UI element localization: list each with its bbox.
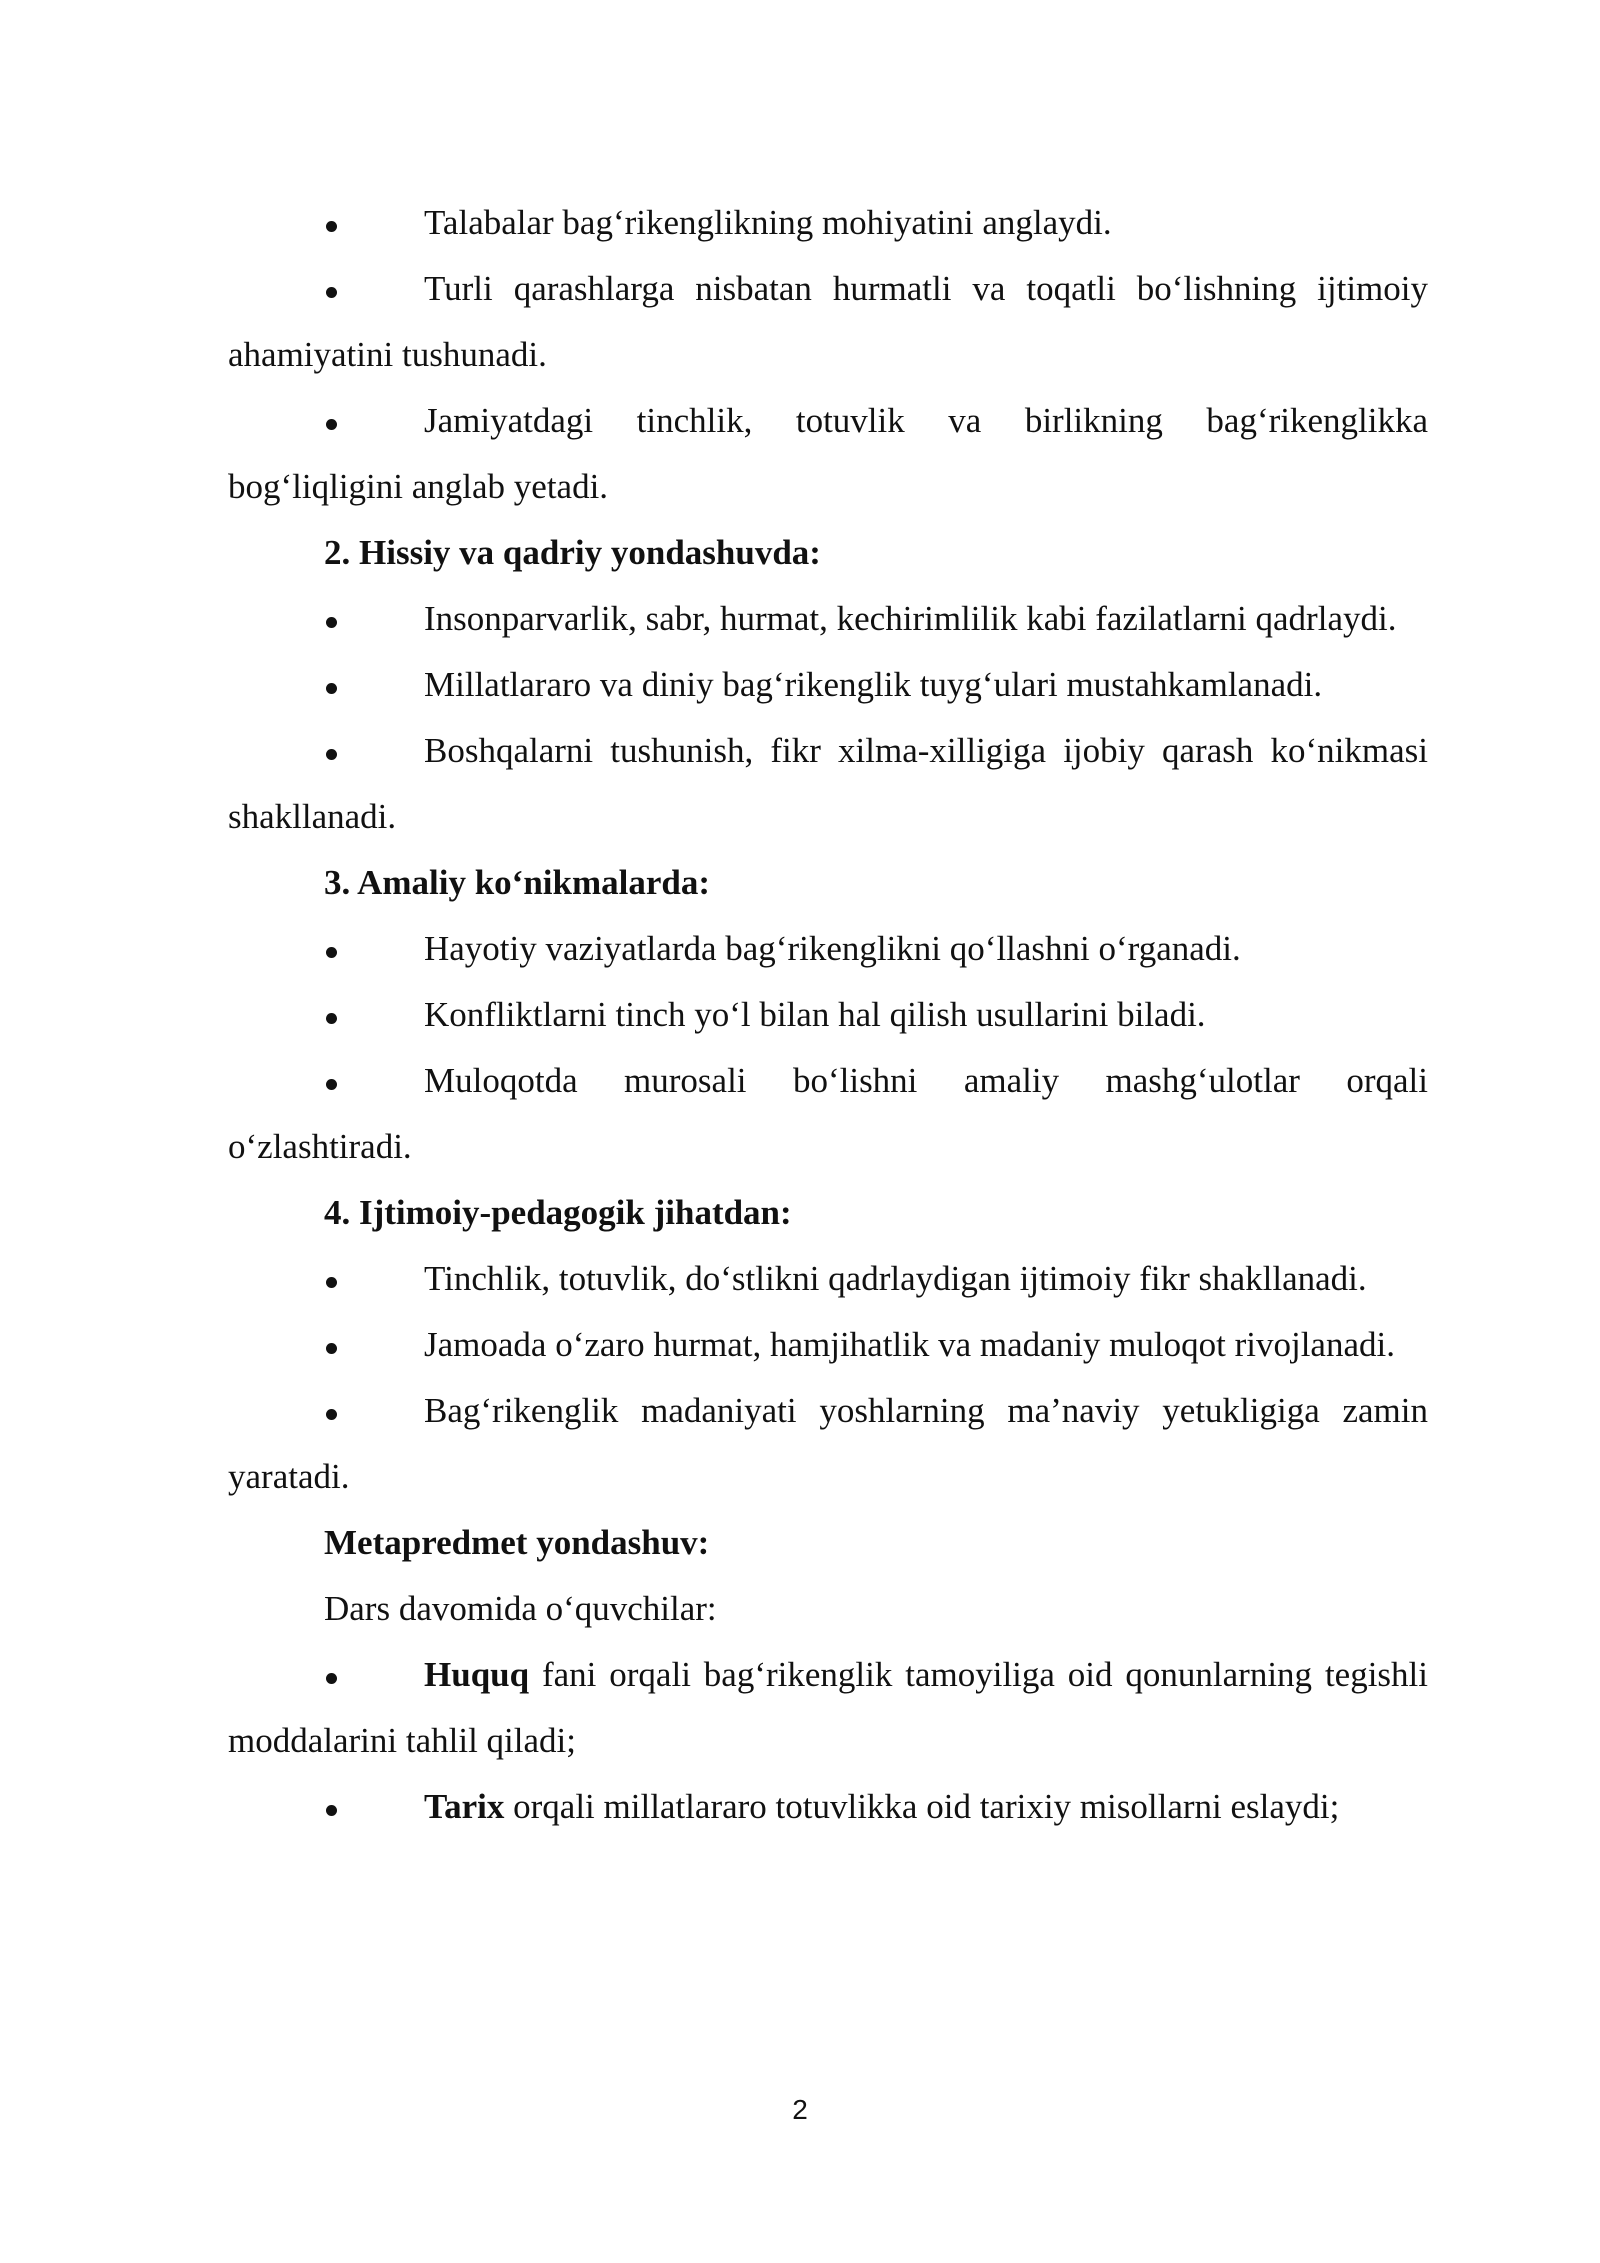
bullet-item xyxy=(228,1642,1428,1774)
bullet-item xyxy=(228,916,1428,982)
bullet-text: Jamiyatdagi tinchlik, totuvlik va birlikning bag‘rikenglikka bog‘liqligini anglab yetadi. xyxy=(228,401,1428,506)
bullet-icon xyxy=(326,1409,337,1420)
bullet-text: Jamoada o‘zaro hurmat, hamjihatlik va madaniy muloqot rivojlanadi. xyxy=(424,1325,1395,1364)
bullet-text: Boshqalarni tushunish, fikr xilma-xilligiga ijobiy qarash ko‘nikmasi shakllanadi. xyxy=(228,731,1428,836)
bullet-item xyxy=(228,388,1428,520)
bullet-item xyxy=(228,586,1428,652)
bullet-item xyxy=(228,982,1428,1048)
bullet-icon xyxy=(326,1079,337,1090)
bullet-text: Tinchlik, totuvlik, do‘stlikni qadrlaydigan ijtimoiy fikr shakllanadi. xyxy=(424,1259,1367,1298)
bullet-icon xyxy=(326,749,337,760)
paragraph: Dars davomida o‘quvchilar: xyxy=(324,1589,717,1628)
bullet-icon xyxy=(326,1277,337,1288)
bullet-item xyxy=(228,256,1428,388)
bullet-icon xyxy=(326,221,337,232)
bullet-icon xyxy=(326,683,337,694)
bullet-item xyxy=(228,1246,1428,1312)
bullet-item xyxy=(228,1774,1428,1840)
bullet-icon xyxy=(326,617,337,628)
bullet-text: Turli qarashlarga nisbatan hurmatli va toqatli bo‘lishning ijtimoiy ahamiyatini tushunadi. xyxy=(228,269,1428,374)
bullet-text: orqali millatlararo totuvlikka oid tarixiy misollarni eslaydi; xyxy=(504,1787,1340,1826)
bullet-icon xyxy=(326,287,337,298)
bullet-item xyxy=(228,652,1428,718)
page-number: 2 xyxy=(792,2094,808,2125)
section-heading: 2. Hissiy va qadriy yondashuvda: xyxy=(324,533,821,572)
bullet-icon xyxy=(326,1805,337,1816)
bullet-icon xyxy=(326,419,337,430)
section-heading: 4. Ijtimoiy-pedagogik jihatdan: xyxy=(324,1193,792,1232)
bullet-item xyxy=(228,190,1428,256)
bullet-text: Konfliktlarni tinch yo‘l bilan hal qilish usullarini biladi. xyxy=(424,995,1206,1034)
subject-name: Tarix xyxy=(424,1787,505,1826)
bullet-text: Muloqotda murosali bo‘lishni amaliy mashg‘ulotlar orqali o‘zlashtiradi. xyxy=(228,1061,1428,1166)
section-heading: 3. Amaliy ko‘nikmalarda: xyxy=(324,863,711,902)
document-page xyxy=(228,190,1428,1840)
bullet-text: Insonparvarlik, sabr, hurmat, kechirimlilik kabi fazilatlarni qadrlaydi. xyxy=(424,599,1397,638)
bullet-icon xyxy=(326,1013,337,1024)
bullet-item xyxy=(228,1048,1428,1180)
bullet-item xyxy=(228,1378,1428,1510)
bullet-icon xyxy=(326,1343,337,1354)
bullet-text: Millatlararo va diniy bag‘rikenglik tuyg‘ulari mustahkamlanadi. xyxy=(424,665,1323,704)
section-heading: Metapredmet yondashuv: xyxy=(324,1523,710,1562)
bullet-icon xyxy=(326,1673,337,1684)
bullet-text: Hayotiy vaziyatlarda bag‘rikenglikni qo‘llashni o‘rganadi. xyxy=(424,929,1241,968)
bullet-text: Bag‘rikenglik madaniyati yoshlarning ma’naviy yetukligiga zamin yaratadi. xyxy=(228,1391,1428,1496)
bullet-item xyxy=(228,718,1428,850)
bullet-icon xyxy=(326,947,337,958)
subject-name: Huquq xyxy=(424,1655,530,1694)
bullet-item xyxy=(228,1312,1428,1378)
bullet-text: fani orqali bag‘rikenglik tamoyiliga oid qonunlarning tegishli moddalarini tahlil qiladi; xyxy=(228,1655,1428,1760)
bullet-text: Talabalar bag‘rikenglikning mohiyatini anglaydi. xyxy=(424,203,1112,242)
